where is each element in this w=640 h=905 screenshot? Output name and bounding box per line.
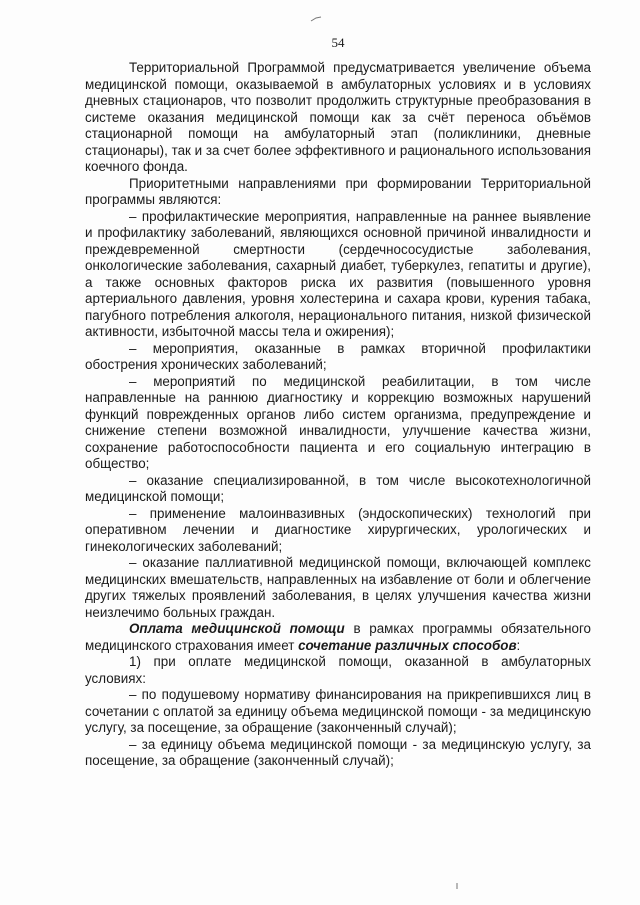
paragraph-intro: Территориальной Программой предусматривается увеличение объема медицинской помощи, оказываемой в амбулаторных условиях и в условиях дневных стационаров, что позволит продолжить структурные преобразования в системе оказания медицинской помощи как за счёт переноса объёмов стационарной помощи на амбулаторный этап (поликлиники, дневные стационары), так и за счет более эффективного и рационального использования коечного фонда. — [85, 60, 591, 174]
payment-emphasis: Оплата медицинской помощи — [129, 621, 345, 636]
list-item-minimally-invasive: – применение малоинвазивных (эндоскопических) технологий при оперативном лечении и диагностике хирургических, урологических и гинекологических заболеваний; — [85, 505, 591, 554]
scan-artifact — [456, 883, 458, 889]
list-item-rehabilitation: – мероприятий по медицинской реабилитации, в том числе направленные на раннюю диагностику и коррекцию возможных нарушений функций поврежденных органов либо систем организма, предупреждение и снижение степени возможной инвалидности, улучшение качества жизни, сохранение работоспособности пациента и его социальную интеграцию в общество; — [85, 373, 591, 471]
paragraph-payment — [85, 621, 591, 654]
scan-mark — [310, 16, 322, 22]
list-item-palliative-care: – оказание паллиативной медицинской помощи, включающей комплекс медицинских вмешательств, направленных на избавление от боли и облегчение других тяжелых проявлений заболевания, в целях улучшения качества жизни неизлечимо больных граждан. — [85, 555, 591, 620]
list-item-per-capita: – по подушевому нормативу финансирования на прикрепившихся лиц в сочетании с оплатой за единицу объема медицинской помощи - за медицинскую услугу, за посещение, за обращение (законченный случай); — [85, 687, 591, 735]
paragraph-priorities: Приоритетными направлениями при формировании Территориальной программы являются: — [85, 175, 591, 207]
list-item-prevention: – профилактические мероприятия, направленные на раннее выявление и профилактику заболеваний, являющихся основной причиной инвалидности и преждевременной смертности (сердечнососудистые заболевания, онкологические заболевания, сахарный диабет, туберкулез, гепатиты и другие), а также основных факторов риска их развития (повышенного уровня артериального давления, уровня холестерина и сахара крови, курения табака, пагубного потребления алкоголя, нерационального питания, низкой физической активности, избыточной массы тела и ожирения); — [85, 208, 591, 339]
document-body — [85, 60, 591, 770]
list-item-specialized-care: – оказание специализированной, в том числе высокотехнологичной медицинской помощи; — [85, 472, 591, 504]
list-item-secondary-prevention: – мероприятия, оказанные в рамках вторичной профилактики обострения хронических заболеваний; — [85, 340, 591, 372]
list-item-per-unit: – за единицу объема медицинской помощи - за медицинскую услугу, за посещение, за обращение (законченный случай); — [85, 736, 591, 768]
page-number: 54 — [331, 35, 345, 50]
payment-end: : — [516, 637, 521, 653]
payment-text: в рамках программы обязательного медицинского страхования имеет — [85, 621, 592, 653]
paragraph-outpatient: 1) при оплате медицинской помощи, оказанной в амбулаторных условиях: — [85, 654, 591, 686]
payment-methods-emphasis: сочетание различных способов — [298, 637, 517, 653]
